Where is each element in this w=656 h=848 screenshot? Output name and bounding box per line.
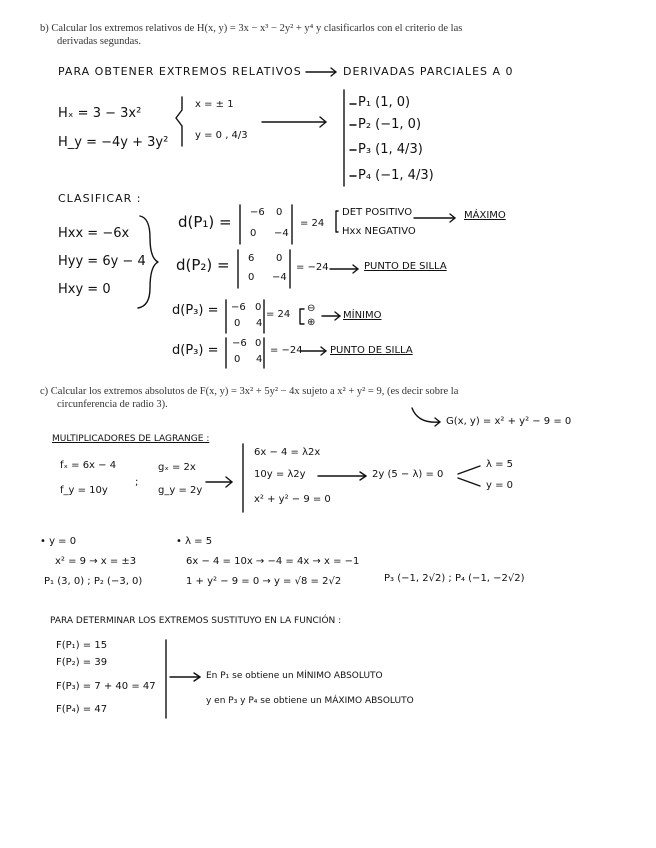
d2-m11: 6 [248,253,255,264]
d3-m21: 0 [234,318,241,329]
d1-m12: 0 [276,207,283,218]
d4-result: PUNTO DE SILLA [330,345,413,356]
d2-m21: 0 [248,272,255,283]
solution-x: x = ± 1 [195,99,234,110]
hx-equation: Hₓ = 3 − 3x² [58,106,142,121]
part-b-statement-line1: b) Calcular los extremos relativos de H(x, y) = 3x − x³ − 2y² + y⁴ y clasificarlos con el criterio de las [40,23,463,34]
d2-label: d(P₂) = [176,256,230,274]
case2-eq1: 6x − 4 = 10x → −4 = 4x → x = −1 [186,556,360,567]
point-p2: P₂ (−1, 0) [358,117,422,132]
hxy-equation: Hxy = 0 [58,282,111,297]
d2-result: PUNTO DE SILLA [364,261,447,272]
d1-value: = 24 [300,218,325,229]
d4-m12: 0 [255,338,262,349]
y-result: y = 0 [486,480,514,491]
system-eq2: 10y = λ2y [254,469,306,480]
classify-heading: CLASIFICAR : [58,192,142,205]
d1-m22: −4 [274,228,289,239]
case2-points: P₃ (−1, 2√2) ; P₄ (−1, −2√2) [384,573,525,584]
d4-m22: 4 [256,354,263,365]
point-p3: P₃ (1, 4/3) [358,142,423,157]
d3-value: = 24 [266,309,291,320]
solution-y: y = 0 , 4/3 [195,130,248,141]
value-p1: F(P₁) = 15 [56,640,108,651]
fx-equation: fₓ = 6x − 4 [60,460,117,471]
d1-result: MÁXIMO [464,210,506,221]
d3-m22: 4 [256,318,263,329]
d2-value: = −24 [296,262,329,273]
part-c-statement-line2: circunferencia de radio 3). [57,399,168,410]
d3-m12: 0 [255,302,262,313]
d3-sign-bottom: ⊕ [307,317,316,328]
substitute-heading: PARA DETERMINAR LOS EXTREMOS SUSTITUYO EN LA FUNCIÓN : [50,616,342,626]
hy-equation: H_y = −4y + 3y² [58,135,169,150]
d1-cond1: DET POSITIVO [342,207,413,218]
system-eq3: x² + y² − 9 = 0 [254,494,331,505]
value-p4: F(P₄) = 47 [56,704,108,715]
value-p2: F(P₂) = 39 [56,657,108,668]
case1-eq: x² = 9 → x = ±3 [55,556,137,567]
d4-m11: −6 [232,338,247,349]
part-b-heading-result: DERIVADAS PARCIALES A 0 [343,65,514,78]
d3-result: MÍNIMO [343,310,382,321]
case2-title: • λ = 5 [176,536,213,547]
d1-m11: −6 [250,207,265,218]
case1-title: • y = 0 [40,536,77,547]
d3-label: d(P₃) = [172,303,219,318]
part-b-statement-line2: derivadas segundas. [57,36,141,47]
part-b-heading: PARA OBTENER EXTREMOS RELATIVOS [58,65,302,78]
gx-equation: gₓ = 2x [158,462,196,473]
d1-label: d(P₁) = [178,213,232,231]
system-eq1: 6x − 4 = λ2x [254,447,321,458]
point-p1: P₁ (1, 0) [358,95,411,110]
conclusion-line1: En P₁ se obtiene un MÍNIMO ABSOLUTO [206,671,383,681]
point-p4: P₄ (−1, 4/3) [358,168,434,183]
d4-value: = −24 [270,345,303,356]
lambda-result: λ = 5 [486,459,514,470]
hyy-equation: Hyy = 6y − 4 [58,254,146,269]
d3-sign-top: ⊖ [307,303,316,314]
lagrange-heading: MULTIPLICADORES DE LAGRANGE : [52,434,210,444]
gy-equation: g_y = 2y [158,485,203,496]
d4-label: d(P₃) = [172,343,219,358]
d4-m21: 0 [234,354,241,365]
constraint-g: G(x, y) = x² + y² − 9 = 0 [446,416,572,427]
d2-m12: 0 [276,253,283,264]
d3-m11: −6 [231,302,246,313]
factored-eq: 2y (5 − λ) = 0 [372,469,444,480]
part-c-statement-line1: c) Calcular los extremos absolutos de F(x, y) = 3x² + 5y² − 4x sujeto a x² + y² = 9, (es decir sobre la [40,386,459,397]
case1-points: P₁ (3, 0) ; P₂ (−3, 0) [44,576,143,587]
d1-cond2: Hxx NEGATIVO [342,226,416,237]
hxx-equation: Hxx = −6x [58,226,130,241]
fy-equation: f_y = 10y [60,485,108,496]
value-p3: F(P₃) = 7 + 40 = 47 [56,681,156,692]
d2-m22: −4 [272,272,287,283]
d1-m21: 0 [250,228,257,239]
case2-eq2: 1 + y² − 9 = 0 → y = √8 = 2√2 [186,576,342,587]
conclusion-line2: y en P₃ y P₄ se obtiene un MÁXIMO ABSOLUTO [206,696,414,706]
semicolon: ; [135,477,139,488]
